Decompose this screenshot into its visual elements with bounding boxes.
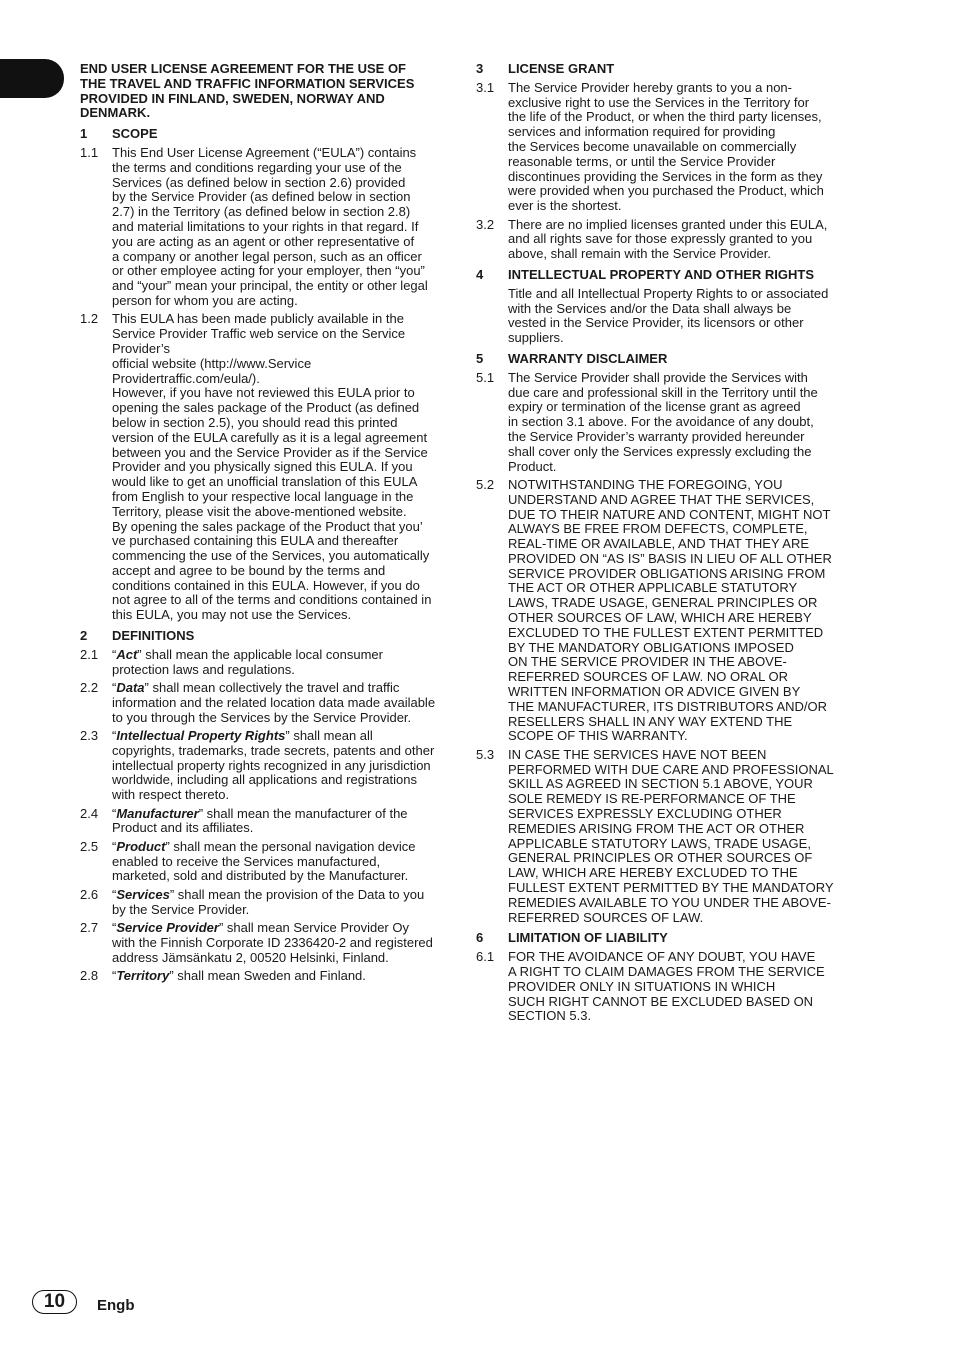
clause-text: This End User License Agreement (“EULA”) contains the terms and conditions regarding your use of the Services (as defined below in section 2.6) provided by the Service Provider (as defined below in section 2.7) in the Territory (as defined below in section 2.8) and material limitations to your rights in that regard. If you are acting as an agent or other representative of a company or another legal person, such as an officer or other employee acting for your employer, then “you” and “your” mean your principal, the entity or other legal person for whom you are acting. (112, 144, 428, 308)
section-title: DEFINITIONS (112, 628, 195, 644)
clause-3-1 (476, 81, 852, 214)
clause-number: 3.2 (476, 216, 495, 232)
definition-text: ” shall mean all copyrights, trademarks, trade secrets, patents and other intellectual property rights recognized in any jurisdiction worldwide, including all applications and registrations with respect thereto. (112, 728, 435, 803)
page-number: 10 (32, 1290, 77, 1314)
clause-text: NOTWITHSTANDING THE FOREGOING, YOU UNDERSTAND AND AGREE THAT THE SERVICES, DUE TO THEIR NATURE AND CONTENT, MIGHT NOT ALWAYS BE FREE FROM DEFECTS, COMPLETE, REAL-TIME OR AVAILABLE, AND THAT THEY ARE PROVIDED ON “AS IS” BASIS IN LIEU OF ALL OTHER SERVICE PROVIDER OBLIGATIONS ARISING FROM THE ACT OR OTHER APPLICABLE STATUTORY LAWS, TRADE USAGE, GENERAL PRINCIPLES OR OTHER SOURCES OF LAW, WHICH ARE HEREBY EXCLUDED TO THE FULLEST EXTENT PERMITTED BY THE MANDATORY OBLIGATIONS IMPOSED ON THE SERVICE PROVIDER IN THE ABOVE- REFERRED SOURCES OF LAW. NO ORAL OR WRITTEN INFORMATION OR ADVICE GIVEN BY THE MANUFACTURER, ITS DISTRIBUTORS AND/OR RESELLERS SHALL IN ANY WAY EXTEND THE SCOPE OF THIS WARRANTY. (508, 476, 832, 744)
section-3-heading (476, 62, 852, 77)
section-1-heading (80, 127, 454, 142)
definition-text: ” shall mean collectively the travel and traffic information and the related location data made available to you through the Services by the Service Provider. (112, 680, 436, 725)
section-number: 6 (476, 930, 484, 946)
section-number: 1 (80, 126, 88, 142)
clause-1-2 (80, 312, 454, 623)
clause-number: 1.2 (80, 311, 99, 327)
section-5-heading (476, 352, 852, 367)
section-tab-marker (0, 59, 64, 98)
page-footer (32, 1289, 135, 1314)
clause-text: IN CASE THE SERVICES HAVE NOT BEEN PERFORMED WITH DUE CARE AND PROFESSIONAL SKILL AS AGREED IN SECTION 5.1 ABOVE, YOUR SOLE REMEDY IS RE-PERFORMANCE OF THE SERVICES EXPRESSLY EXCLUDING OTHER REMEDIES ARISING FROM THE ACT OR OTHER APPLICABLE STATUTORY LAWS, TRADE USAGE, GENERAL PRINCIPLES OR OTHER SOURCES OF LAW, WHICH ARE HEREBY EXCLUDED TO THE FULLEST EXTENT PERMITTED BY THE MANDATORY REMEDIES AVAILABLE TO YOU UNDER THE ABOVE- REFERRED SOURCES OF LAW. (508, 746, 834, 925)
clause-text (112, 969, 454, 984)
defined-term: Services (116, 886, 170, 902)
defined-term: Intellectual Property Rights (116, 728, 286, 744)
definition-2-7 (80, 921, 454, 965)
clause-number: 6.1 (476, 949, 495, 965)
clause-text: There are no implied licenses granted under this EULA, and all rights save for those expressly granted to you above, shall remain with the Service Provider. (508, 216, 828, 262)
clause-text: The Service Provider shall provide the Services with due care and professional skill in the Territory until the expiry or termination of the license grant as agreed in section 3.1 above. For the avoidance of any doubt, the Service Provider’s warranty provided hereunder shall cover only the Services expressly excluding the Product. (508, 369, 818, 474)
clause-text: The Service Provider hereby grants to you a non- exclusive right to use the Services in the Territory for the life of the Product, or when the third party licenses, services and information required for providing the Services become unavailable on commercially reasonable terms, or until the Service Provider discontinues providing the Services in the form as they were provided when you purchased the Product, which ever is the shortest. (508, 79, 824, 214)
clause-text: This EULA has been made publicly available in the Service Provider Traffic web service on the Service Provider’s official website (http://www.Service Providertraffic.com/eula/). However, if you have not reviewed this EULA prior to opening the sales package of the Product (as defined below in section 2.5), you should read this printed version of the EULA carefully as it is a legal agreement between you and the Service Provider as if the Service Provider and you physically signed this EULA. If you would like to get an unofficial translation of this EULA from English to your respective local language in the Territory, please visit the above-mentioned website. By opening the sales package of the Product that you’ ve purchased containing this EULA and thereafter commencing the use of the Services, you automatically accept and agree to be bound by the terms and conditions contained in this EULA. However, if you do not agree to all of the terms and conditions contained in this EULA, you may not use the Services. (112, 311, 432, 623)
clause-number: 2.4 (80, 805, 99, 821)
definition-text: ” shall mean the applicable local consumer protection laws and regulations. (112, 646, 383, 677)
clause-5-2 (476, 478, 852, 744)
clause-number: 2.2 (80, 680, 99, 696)
defined-term: Manufacturer (116, 805, 199, 821)
defined-term: Product (116, 838, 166, 854)
definition-text: ” shall mean the manufacturer of the Product and its affiliates. (112, 805, 408, 836)
open-quote: “ (112, 728, 117, 744)
section-6-heading (476, 931, 852, 946)
definition-text: ” shall mean the provision of the Data to you by the Service Provider. (112, 886, 425, 917)
document-title: END USER LICENSE AGREEMENT FOR THE USE OF THE TRAVEL AND TRAFFIC INFORMATION SERVICES PROVIDED IN FINLAND, SWEDEN, NORWAY AND DENMARK. (80, 61, 415, 121)
clause-number: 2.7 (80, 919, 99, 935)
clause-number: 2.1 (80, 646, 99, 662)
open-quote: “ (112, 919, 117, 935)
clause-text (112, 729, 454, 803)
right-column (476, 62, 852, 1028)
definition-2-8 (80, 969, 454, 984)
open-quote: “ (112, 646, 117, 662)
section-title: LICENSE GRANT (508, 61, 615, 76)
clause-6-1 (476, 950, 852, 1024)
clause-3-2 (476, 218, 852, 262)
clause-5-1 (476, 371, 852, 475)
defined-term: Territory (116, 967, 170, 983)
clause-number: 3.1 (476, 79, 495, 95)
definition-2-1 (80, 648, 454, 678)
open-quote: “ (112, 680, 117, 696)
section-title: INTELLECTUAL PROPERTY AND OTHER RIGHTS (508, 266, 814, 282)
clause-text (112, 840, 454, 884)
section-number: 4 (476, 266, 484, 282)
open-quote: “ (112, 886, 117, 902)
clause-number: 2.6 (80, 886, 99, 902)
section-title: LIMITATION OF LIABILITY (508, 930, 668, 946)
defined-term: Service Provider (116, 919, 219, 935)
clause-number: 2.3 (80, 728, 99, 744)
definition-2-3 (80, 729, 454, 803)
clause-text (112, 648, 454, 678)
clause-number: 2.5 (80, 838, 99, 854)
section-number: 3 (476, 61, 484, 76)
section-title: WARRANTY DISCLAIMER (508, 350, 668, 366)
defined-term: Act (116, 646, 138, 662)
clause-text (112, 921, 454, 965)
clause-1-1 (80, 146, 454, 309)
section-4-body (476, 287, 852, 346)
section-number: 5 (476, 350, 484, 366)
language-code: Engb (97, 1297, 135, 1314)
clause-text (112, 681, 454, 725)
definition-2-5 (80, 840, 454, 884)
clause-number: 5.2 (476, 476, 495, 492)
clause-text: Title and all Intellectual Property Rights to or associated with the Services and/or the Data shall always be vested in the Service Provider, its licensors or other suppliers. (508, 285, 829, 346)
clause-5-3 (476, 748, 852, 926)
section-2-heading (80, 629, 454, 644)
section-number: 2 (80, 628, 88, 644)
open-quote: “ (112, 967, 117, 983)
definition-text: ” shall mean Service Provider Oy with the Finnish Corporate ID 2336420-2 and registered address Jämsänkatu 2, 00520 Helsinki, Finland. (112, 919, 433, 965)
section-title: SCOPE (112, 126, 158, 142)
clause-text: FOR THE AVOIDANCE OF ANY DOUBT, YOU HAVE A RIGHT TO CLAIM DAMAGES FROM THE SERVICE PROVIDER ONLY IN SITUATIONS IN WHICH SUCH RIGHT CANNOT BE EXCLUDED BASED ON SECTION 5.3. (508, 949, 825, 1024)
clause-text (112, 888, 454, 918)
clause-number: 1.1 (80, 144, 99, 160)
open-quote: “ (112, 838, 117, 854)
left-column (80, 62, 454, 987)
definition-2-6 (80, 888, 454, 918)
definition-2-2 (80, 681, 454, 725)
open-quote: “ (112, 805, 117, 821)
definition-text: ” shall mean the personal navigation device enabled to receive the Services manufactured, marketed, sold and distributed by the Manufacturer. (112, 838, 416, 884)
section-4-heading (476, 268, 852, 283)
clause-number: 5.3 (476, 746, 495, 762)
clause-text (112, 807, 454, 837)
clause-number: 5.1 (476, 369, 495, 385)
clause-number: 2.8 (80, 967, 99, 983)
defined-term: Data (116, 680, 145, 696)
definition-2-4 (80, 807, 454, 837)
definition-text: ” shall mean Sweden and Finland. (169, 967, 366, 983)
